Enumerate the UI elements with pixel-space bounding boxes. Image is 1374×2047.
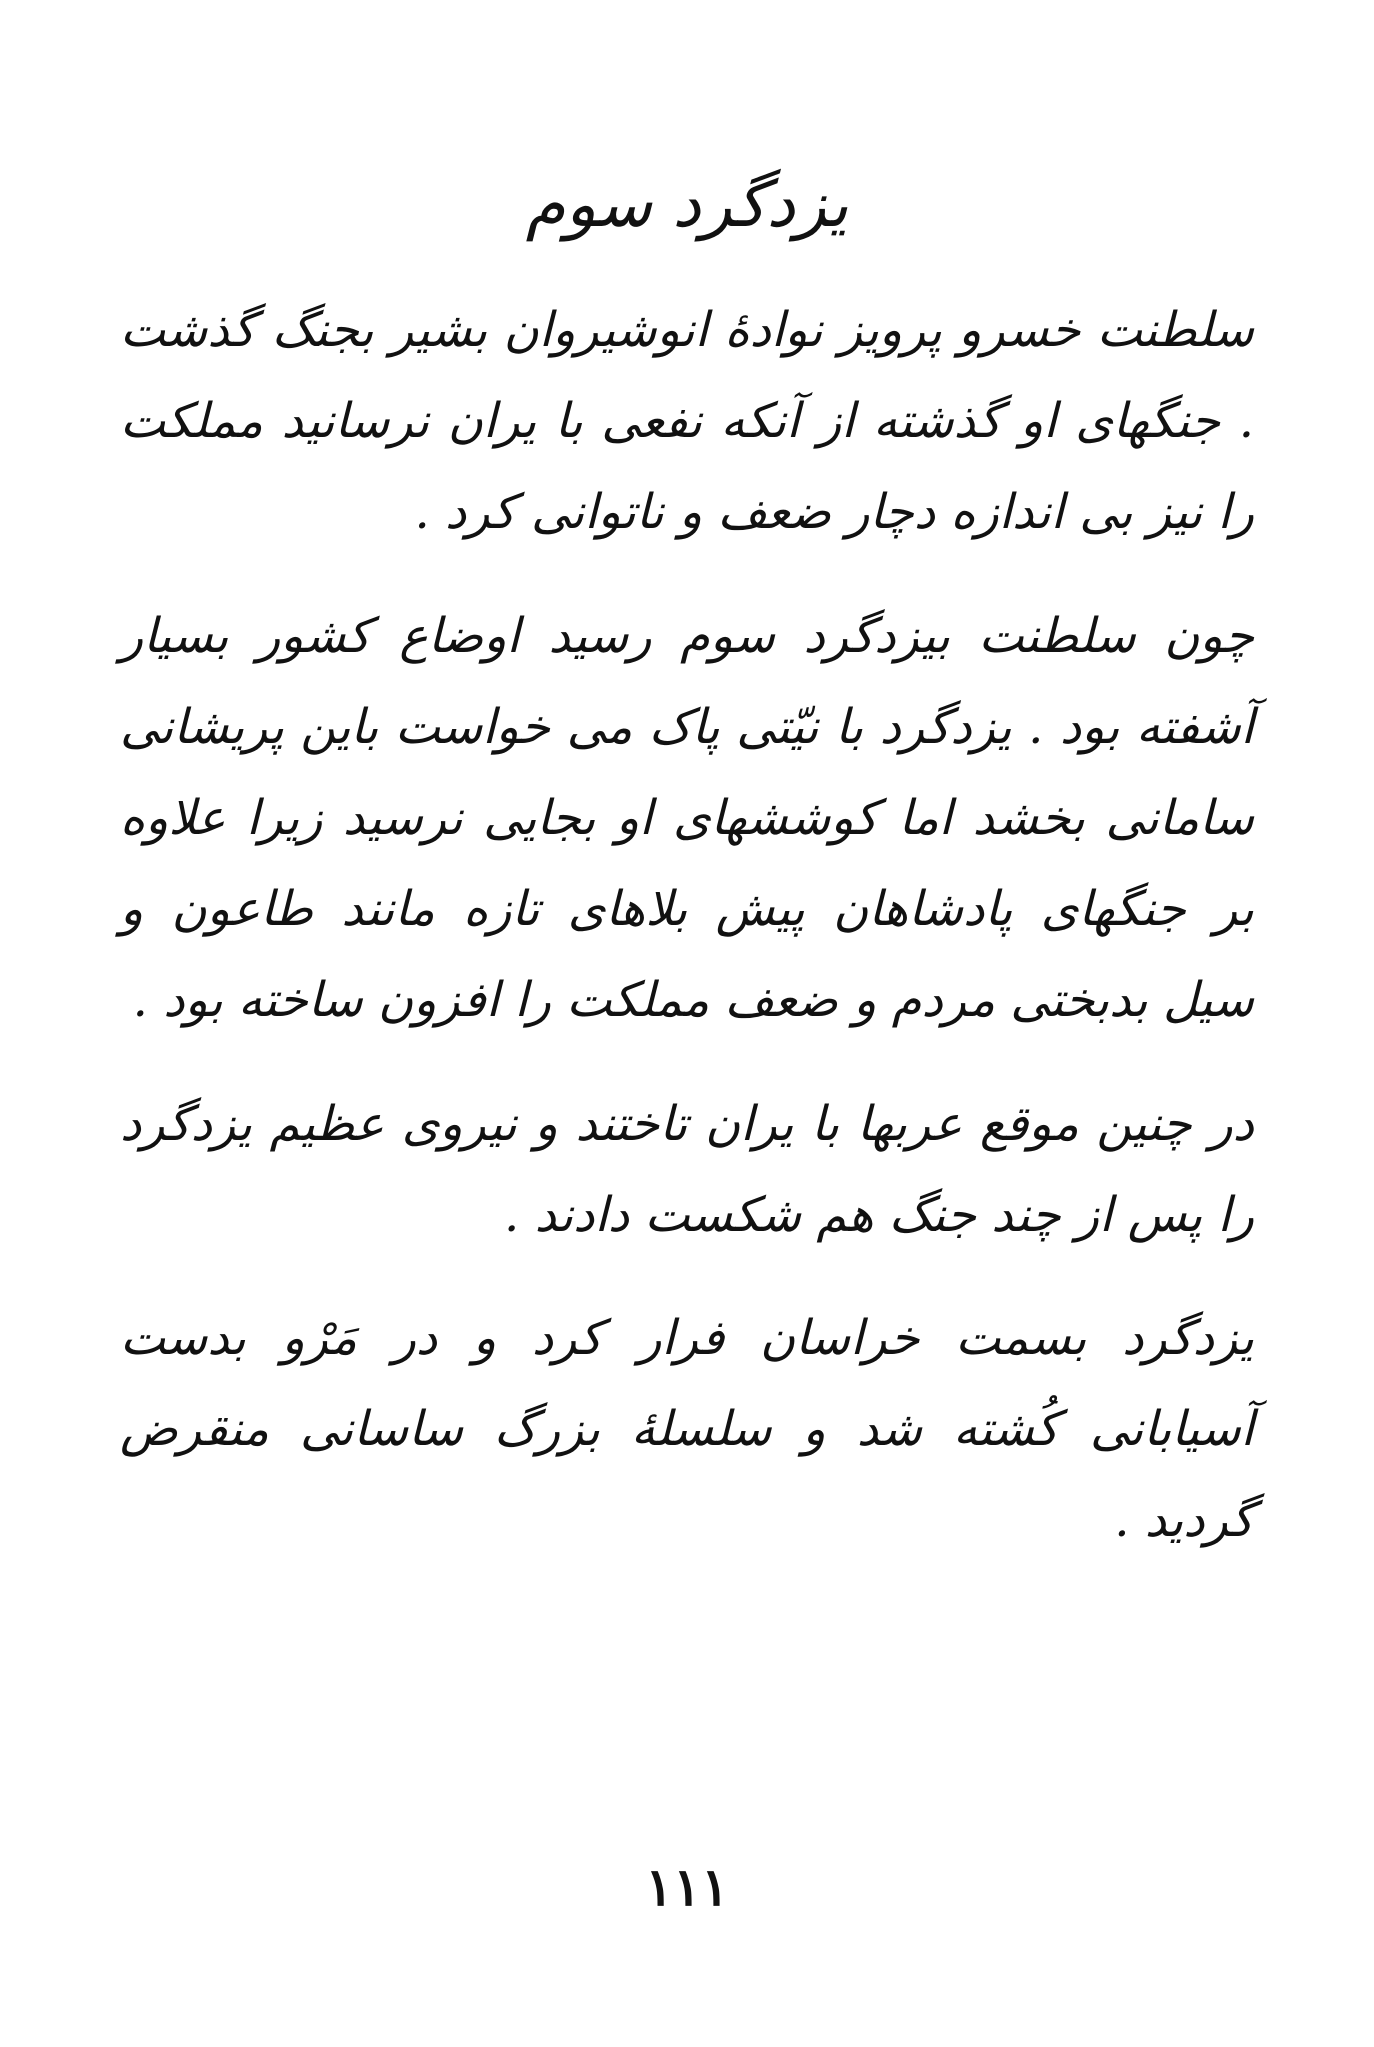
paragraph-3: در چنین موقع عربها با یران تاختند و نیروی عظیم یزدگرد را پس از چند جنگ هم شکست دادند . — [120, 1095, 1254, 1243]
page-title: یزدگرد سوم — [525, 168, 849, 242]
paragraph-4: یزدگرد بسمت خراسان فرار کرد و در مَرْو بدست آسیابانی کُشته شد و سلسلهٔ بزرگ ساسانی منقرض گردید . — [120, 1309, 1255, 1549]
page-number: ۱۱۱ — [645, 1857, 729, 1918]
paragraph-1: سلطنت خسرو پرویز نوادهٔ انوشیروان بشیر بجنگ گذشت . جنگهای او گذشته از آنکه نفعی با یران نرسانید مملکت را نیز بی اندازه دچار ضعف و ناتوانی کرد . — [120, 302, 1254, 541]
document-body — [120, 285, 1254, 1566]
paragraph-2: چون سلطنت بیزدگرد سوم رسید اوضاع کشور بسیار آشفته بود . یزدگرد با نیّتی پاک می خواست باین پریشانی سامانی بخشد اما کوششهای او بجایی نرسید زیرا علاوه بر جنگهای پادشاهان پیش بلاهای تازه مانند طاعون و سیل بدبختی مردم و ضعف مملکت را افزون ساخته بود . — [120, 607, 1254, 1029]
